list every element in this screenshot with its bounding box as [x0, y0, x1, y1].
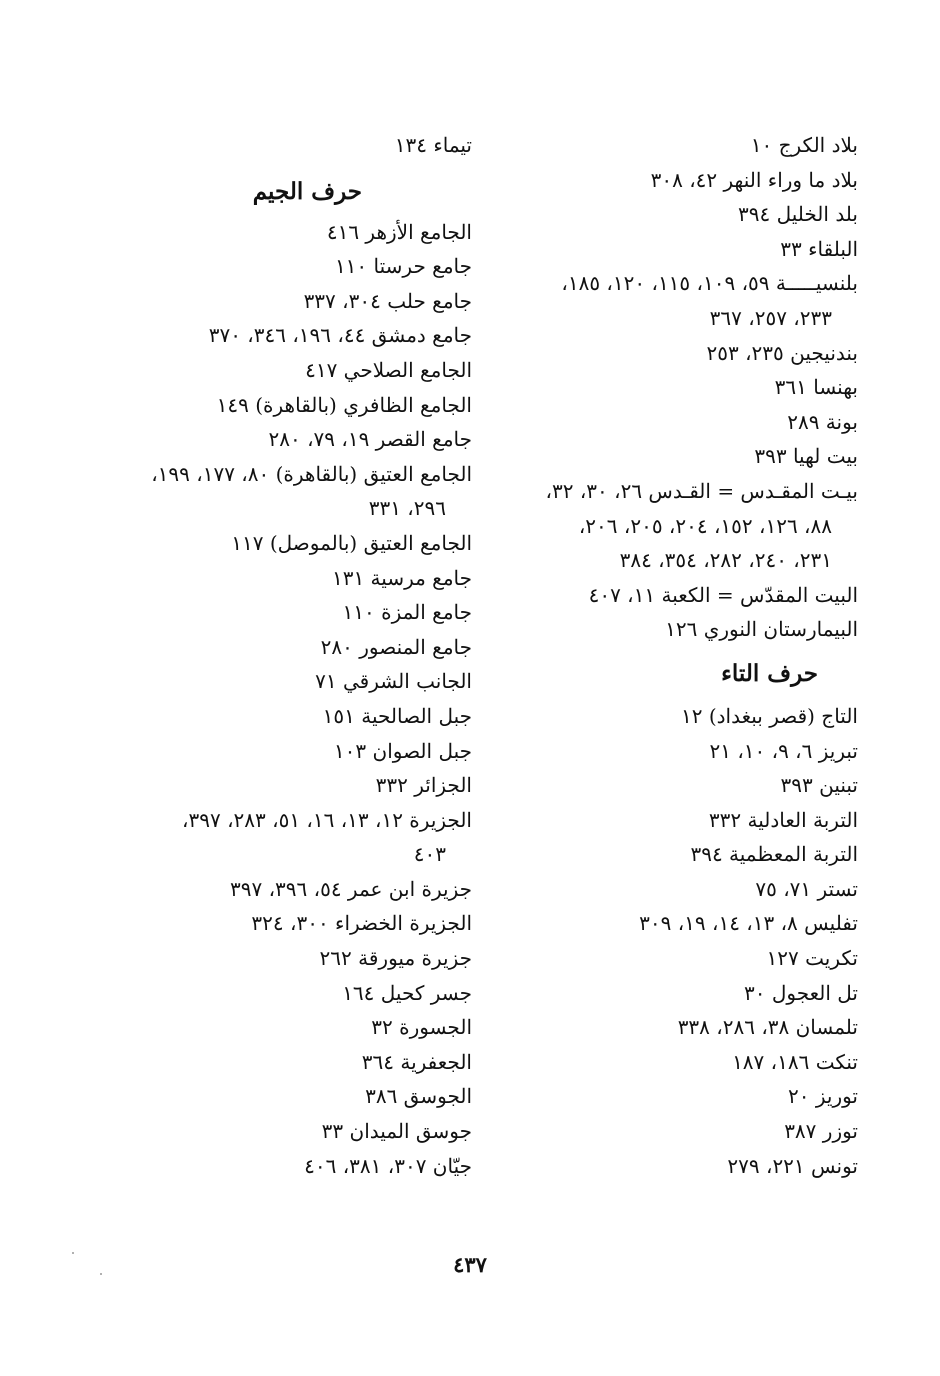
index-entry: جبل الصالحية ١٥١ — [322, 703, 472, 728]
index-entry: توزر ٣٨٧ — [784, 1119, 858, 1144]
index-entry: الجامع الظافري (بالقاهرة) ١٤٩ — [216, 392, 472, 417]
index-entry-continuation: ٢٣١، ٢٤٠، ٢٨٢، ٣٥٤، ٣٨٤ — [619, 548, 832, 573]
index-entry: البلقاء ٣٣ — [780, 236, 858, 261]
index-entry: تيماء ١٣٤ — [394, 133, 472, 157]
index-entry: الجوسق ٣٨٦ — [365, 1084, 472, 1109]
entries-group — [458, 128, 858, 647]
index-entry: جامع المزة ١١٠ — [342, 600, 472, 625]
index-entry: جامع دمشق ٤٤، ١٩٦، ٣٤٦، ٣٧٠ — [208, 323, 472, 348]
index-entry: الجسورة ٣٢ — [371, 1015, 472, 1040]
page-number: ٤٣٧ — [453, 1252, 487, 1277]
index-entry: تل العجول ٣٠ — [744, 980, 858, 1005]
index-entry: بلد الخليل ٣٩٤ — [738, 202, 858, 227]
index-entry: تلمسان ٣٨، ٢٨٦، ٣٣٨ — [677, 1015, 858, 1040]
section-heading: حرف التاء — [721, 659, 818, 687]
index-entry: جزيرة ابن عمر ٥٤، ٣٩٦، ٣٩٧ — [229, 876, 472, 901]
index-entry: جسر كحيل ١٦٤ — [342, 980, 472, 1005]
index-entry: الجعفرية ٣٦٤ — [361, 1049, 472, 1074]
scan-speck — [100, 1273, 102, 1275]
right-column — [458, 128, 858, 1183]
entries-group — [458, 699, 858, 1183]
index-entry: بندنيجين ٢٣٥، ٢٥٣ — [706, 340, 858, 365]
index-entry: الجزائر ٣٣٢ — [375, 773, 472, 798]
entries-group — [92, 128, 472, 163]
index-entry: تونس ٢٢١، ٢٧٩ — [727, 1153, 858, 1178]
index-entry: تفليس ٨، ١٣، ١٤، ١٩، ٣٠٩ — [639, 911, 858, 936]
index-entry-continuation: ٢٣٣، ٢٥٧، ٣٦٧ — [709, 305, 832, 330]
left-column — [92, 128, 472, 1183]
index-entry: التربة العادلية ٣٣٢ — [708, 807, 858, 832]
index-entry: التربة المعظمية ٣٩٤ — [690, 842, 858, 867]
index-entry: جامع حرستا ١١٠ — [334, 254, 472, 279]
index-entry: بلاد الكرج ١٠ — [750, 133, 858, 157]
index-entry: جامع المنصور ٢٨٠ — [320, 634, 472, 659]
index-entry: جزيرة ميورقة ٢٦٢ — [319, 946, 472, 971]
scan-speck — [72, 1252, 74, 1254]
index-entry: بهنسا ٣٦١ — [774, 375, 858, 400]
index-entry: جيّان ٣٠٧، ٣٨١، ٤٠٦ — [304, 1153, 472, 1178]
index-entry-continuation: ٤٠٣ — [413, 842, 446, 867]
index-entry: توريز ٢٠ — [788, 1084, 858, 1109]
index-entry: جامع حلب ٣٠٤، ٣٣٧ — [303, 288, 472, 313]
index-entry: الجزيرة الخضراء ٣٠٠، ٣٢٤ — [251, 911, 472, 936]
index-entry: بلنسيـــــة ٥٩، ١٠٩، ١١٥، ١٢٠، ١٨٥، — [561, 271, 858, 296]
index-entry: الجامع العتيق (بالقاهرة) ٨٠، ١٧٧، ١٩٩، — [151, 461, 472, 486]
index-entry: بلاد ما وراء النهر ٤٢، ٣٠٨ — [650, 167, 858, 192]
index-entry: تستر ٧١، ٧٥ — [755, 876, 858, 901]
index-entry: التاج (قصر ببغداد) ١٢ — [680, 703, 858, 728]
index-entry-continuation: ٢٩٦، ٣٣١ — [368, 496, 446, 521]
index-entry: جامع مرسية ١٣١ — [331, 565, 472, 590]
index-entry: تبنين ٣٩٣ — [780, 773, 858, 798]
index-entry: بونة ٢٨٩ — [787, 409, 858, 434]
index-entry: جبل الصوان ١٠٣ — [333, 738, 472, 763]
index-entry: الجامع العتيق (بالموصل) ١١٧ — [231, 530, 472, 555]
index-entry: الجزيرة ١٢، ١٣، ١٦، ٥١، ٢٨٣، ٣٩٧، — [182, 807, 472, 832]
index-entry: البيت المقدّس = الكعبة ١١، ٤٠٧ — [588, 582, 858, 607]
index-entry: تبريز ٦، ٩، ١٠، ٢١ — [709, 738, 858, 763]
index-entry: تنكت ١٨٦، ١٨٧ — [732, 1049, 858, 1074]
index-entry: بيت لهيا ٣٩٣ — [754, 444, 858, 469]
index-entry: جوسق الميدان ٣٣ — [321, 1119, 472, 1144]
index-entry: بيـت المقـدس = القـدس ٢٦، ٣٠، ٣٢، — [545, 478, 858, 503]
section-heading: حرف الجيم — [252, 177, 362, 205]
index-entry: الجامع الأزهر ٤١٦ — [326, 219, 472, 244]
index-entry: البيمارستان النوري ١٢٦ — [665, 617, 858, 642]
entries-group — [92, 215, 472, 1184]
index-entry: الجانب الشرقي ٧١ — [315, 669, 472, 694]
index-entry: تكريت ١٢٧ — [766, 946, 858, 971]
index-entry: جامع القصر ١٩، ٧٩، ٢٨٠ — [268, 427, 472, 452]
index-entry: الجامع الصلاحي ٤١٧ — [305, 357, 472, 382]
index-entry-continuation: ٨٨، ١٢٦، ١٥٢، ٢٠٤، ٢٠٥، ٢٠٦، — [578, 513, 832, 538]
